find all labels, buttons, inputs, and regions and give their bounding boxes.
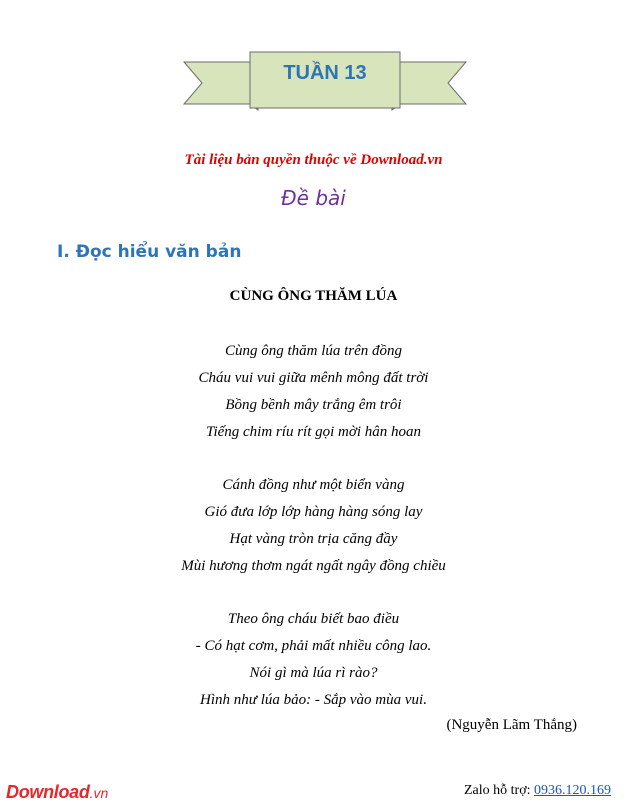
poem-line: Mùi hương thơm ngát ngất ngây đồng chiều bbox=[181, 558, 446, 574]
poem-body bbox=[0, 338, 627, 740]
poem-line: Hình như lúa bảo: - Sắp vào mùa vui. bbox=[200, 692, 427, 708]
section-heading: I. Đọc hiểu văn bản bbox=[57, 242, 242, 262]
poem-stanza bbox=[0, 606, 627, 714]
poem-line: Nói gì mà lúa rì rào? bbox=[249, 665, 378, 681]
logo-wordmark: Download bbox=[6, 782, 90, 802]
zalo-phone-link[interactable]: 0936.120.169 bbox=[534, 783, 611, 798]
download-logo[interactable] bbox=[6, 782, 108, 803]
zalo-label: Zalo hỗ trợ: bbox=[464, 783, 531, 798]
week-banner bbox=[180, 48, 470, 116]
poem-line: Cháu vui vui giữa mênh mông đất trời bbox=[198, 370, 429, 386]
poem-line: Cánh đồng như một biển vàng bbox=[222, 477, 405, 493]
week-label: TUẦN 13 bbox=[283, 62, 367, 84]
page-subtitle: Đề bài bbox=[281, 186, 346, 210]
poem-line: Theo ông cháu biết bao điều bbox=[227, 611, 400, 627]
logo-domain: .vn bbox=[89, 785, 109, 801]
poem-line: Cùng ông thăm lúa trên đồng bbox=[224, 343, 403, 359]
poem-stanza bbox=[0, 338, 627, 446]
poem-line: - Có hạt cơm, phải mất nhiều công lao. bbox=[195, 638, 432, 654]
poem-line: Tiếng chim ríu rít gọi mời hân hoan bbox=[205, 424, 422, 440]
poem-stanza bbox=[0, 472, 627, 580]
poem-line: Bồng bềnh mây trắng êm trôi bbox=[225, 397, 402, 413]
poem-author: (Nguyễn Lãm Thắng) bbox=[446, 717, 577, 733]
zalo-support bbox=[464, 783, 611, 799]
poem-title: CÙNG ÔNG THĂM LÚA bbox=[229, 288, 398, 304]
poem-line: Gió đưa lớp lớp hàng hàng sóng lay bbox=[204, 504, 423, 520]
copyright-notice: Tài liệu bản quyền thuộc về Download.vn bbox=[184, 152, 443, 168]
poem-line: Hạt vàng tròn trịa căng đầy bbox=[229, 531, 398, 547]
